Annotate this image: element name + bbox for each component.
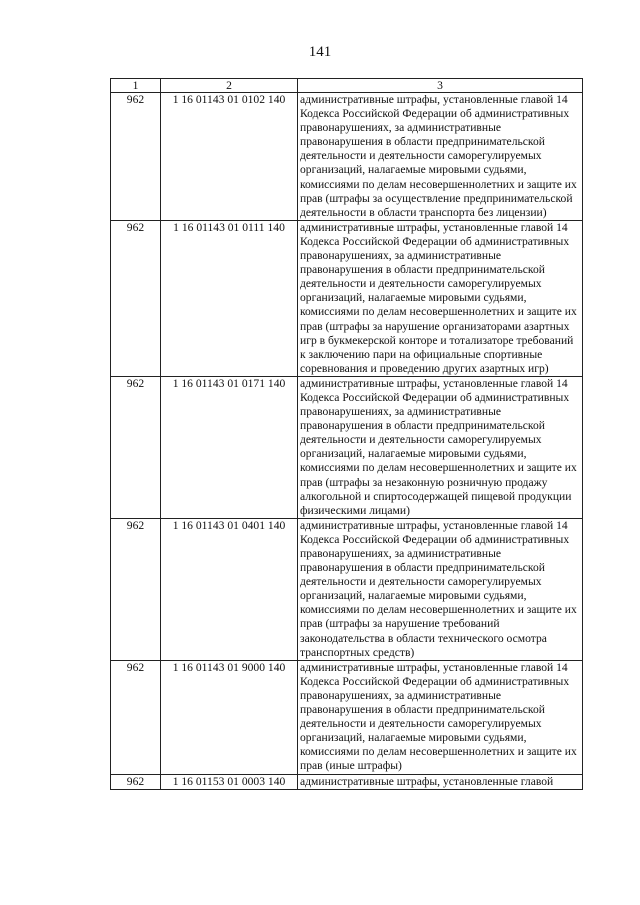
table-row (111, 518, 583, 660)
table-row (111, 220, 583, 376)
table-row (111, 774, 583, 789)
admin-code-cell: 962 (111, 220, 161, 376)
admin-code-cell: 962 (111, 376, 161, 518)
admin-code-cell: 962 (111, 774, 161, 789)
column-header-3: 3 (298, 79, 583, 93)
description-cell: административные штрафы, установленные главой 14 Кодекса Российской Федерации об административных правонарушениях, за административные правонарушения в области предпринимательской деятельности и деятельности саморегулируемых организаций, налагаемые мировыми судьями, комиссиями по делам несовершеннолетних и защите их прав (штрафы за нарушение организаторами азартных игр в букмекерской конторе и тотализаторе требований к заключению пари на официальные спортивные соревнования и проведению других азартных игр) (298, 220, 583, 376)
kbk-code-cell: 1 16 01143 01 0401 140 (161, 518, 298, 660)
budget-codes-table (110, 78, 583, 790)
page-number: 141 (308, 44, 332, 60)
admin-code-cell: 962 (111, 518, 161, 660)
table-header-row (111, 79, 583, 93)
description-cell: административные штрафы, установленные главой 14 Кодекса Российской Федерации об административных правонарушениях, за административные правонарушения в области предпринимательской деятельности и деятельности саморегулируемых организаций, налагаемые мировыми судьями, комиссиями по делам несовершеннолетних и защите их прав (штрафы за незаконную розничную продажу алкогольной и спиртосодержащей пищевой продукции физическими лицами) (298, 376, 583, 518)
kbk-code-cell: 1 16 01153 01 0003 140 (161, 774, 298, 789)
description-cell: административные штрафы, установленные главой 14 Кодекса Российской Федерации об административных правонарушениях, за административные правонарушения в области предпринимательской деятельности и деятельности саморегулируемых организаций, налагаемые мировыми судьями, комиссиями по делам несовершеннолетних и защите их прав (штрафы за нарушение требований законодательства в области технического осмотра транспортных средств) (298, 518, 583, 660)
table-row (111, 93, 583, 221)
table-row (111, 376, 583, 518)
kbk-code-cell: 1 16 01143 01 0111 140 (161, 220, 298, 376)
description-cell: административные штрафы, установленные главой (298, 774, 583, 789)
admin-code-cell: 962 (111, 660, 161, 774)
column-header-2: 2 (161, 79, 298, 93)
description-cell: административные штрафы, установленные главой 14 Кодекса Российской Федерации об административных правонарушениях, за административные правонарушения в области предпринимательской деятельности и деятельности саморегулируемых организаций, налагаемые мировыми судьями, комиссиями по делам несовершеннолетних и защите их прав (штрафы за осуществление предпринимательской деятельности в области транспорта без лицензии) (298, 93, 583, 221)
column-header-1: 1 (111, 79, 161, 93)
kbk-code-cell: 1 16 01143 01 9000 140 (161, 660, 298, 774)
admin-code-cell: 962 (111, 93, 161, 221)
table-row (111, 660, 583, 774)
kbk-code-cell: 1 16 01143 01 0171 140 (161, 376, 298, 518)
kbk-code-cell: 1 16 01143 01 0102 140 (161, 93, 298, 221)
description-cell: административные штрафы, установленные главой 14 Кодекса Российской Федерации об административных правонарушениях, за административные правонарушения в области предпринимательской деятельности и деятельности саморегулируемых организаций, налагаемые мировыми судьями, комиссиями по делам несовершеннолетних и защите их прав (иные штрафы) (298, 660, 583, 774)
